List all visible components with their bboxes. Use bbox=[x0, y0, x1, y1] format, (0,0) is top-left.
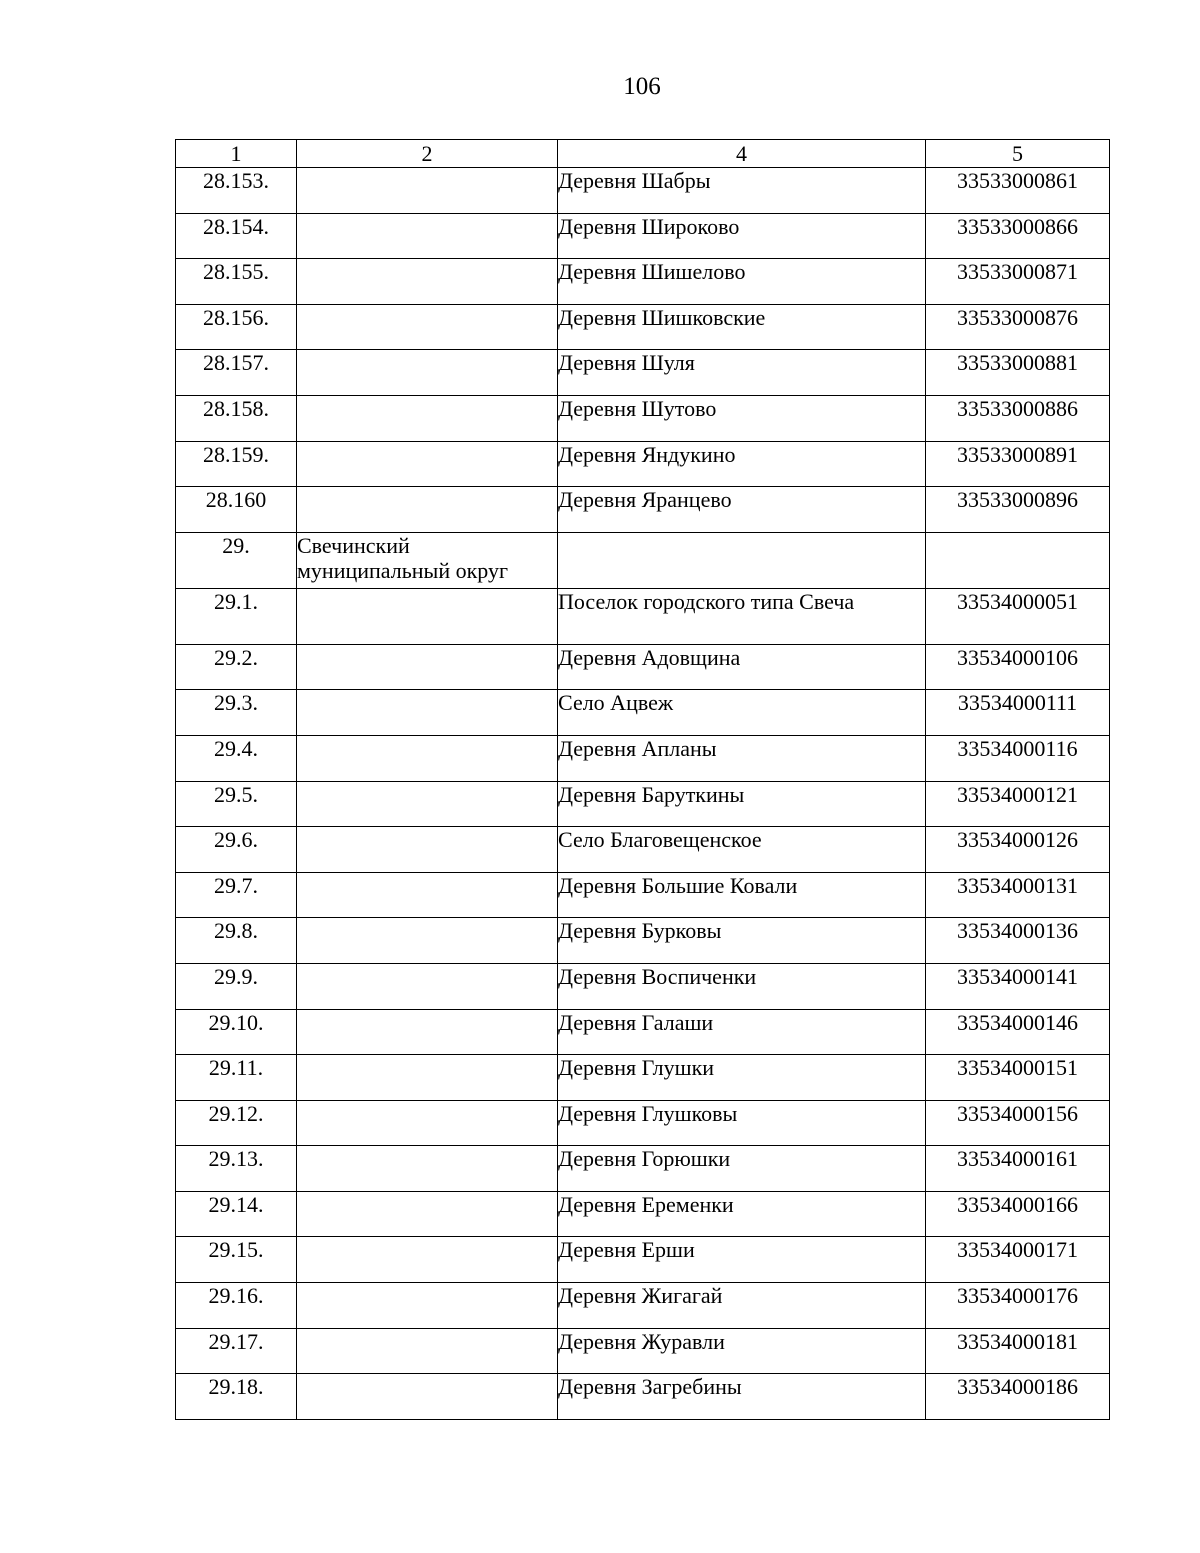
table-row bbox=[176, 1283, 1110, 1329]
row-number-cell: 29.5. bbox=[176, 781, 297, 827]
settlement-name-cell: Деревня Шишелово bbox=[558, 259, 926, 305]
settlement-name-cell: Село Ацвеж bbox=[558, 690, 926, 736]
municipality-cell bbox=[297, 872, 558, 918]
oktmo-code-cell: 33534000176 bbox=[926, 1283, 1110, 1329]
row-number-cell: 29.11. bbox=[176, 1055, 297, 1101]
municipality-cell bbox=[297, 781, 558, 827]
oktmo-code-cell: 33534000116 bbox=[926, 735, 1110, 781]
row-number-cell: 29.8. bbox=[176, 918, 297, 964]
row-number-cell: 29.10. bbox=[176, 1009, 297, 1055]
oktmo-code-cell bbox=[926, 532, 1110, 588]
row-number-cell: 29.6. bbox=[176, 827, 297, 873]
oktmo-code-cell: 33534000111 bbox=[926, 690, 1110, 736]
municipality-cell bbox=[297, 1237, 558, 1283]
municipality-cell bbox=[297, 1328, 558, 1374]
oktmo-code-cell: 33534000156 bbox=[926, 1100, 1110, 1146]
settlement-name-cell: Деревня Галаши bbox=[558, 1009, 926, 1055]
row-number-cell: 29.1. bbox=[176, 588, 297, 644]
table-row bbox=[176, 213, 1110, 259]
settlement-name-cell: Деревня Адовщина bbox=[558, 644, 926, 690]
row-number-cell: 29.15. bbox=[176, 1237, 297, 1283]
municipality-cell bbox=[297, 588, 558, 644]
row-number-cell: 29.7. bbox=[176, 872, 297, 918]
row-number-cell: 28.154. bbox=[176, 213, 297, 259]
oktmo-code-cell: 33533000866 bbox=[926, 213, 1110, 259]
settlement-name-cell: Деревня Широково bbox=[558, 213, 926, 259]
oktmo-code-cell: 33533000876 bbox=[926, 304, 1110, 350]
row-number-cell: 29.9. bbox=[176, 963, 297, 1009]
oktmo-code-cell: 33534000151 bbox=[926, 1055, 1110, 1101]
oktmo-code-cell: 33533000861 bbox=[926, 168, 1110, 214]
settlement-name-cell: Село Благовещенское bbox=[558, 827, 926, 873]
table-row bbox=[176, 918, 1110, 964]
municipality-cell bbox=[297, 918, 558, 964]
row-number-cell: 28.157. bbox=[176, 350, 297, 396]
table-row bbox=[176, 781, 1110, 827]
settlement-name-cell: Деревня Шишковские bbox=[558, 304, 926, 350]
row-number-cell: 29.14. bbox=[176, 1191, 297, 1237]
table-row bbox=[176, 872, 1110, 918]
municipality-cell bbox=[297, 350, 558, 396]
settlement-name-cell: Деревня Шуля bbox=[558, 350, 926, 396]
municipality-cell bbox=[297, 213, 558, 259]
municipality-cell bbox=[297, 1191, 558, 1237]
table-row bbox=[176, 259, 1110, 305]
oktmo-code-cell: 33534000146 bbox=[926, 1009, 1110, 1055]
municipality-cell bbox=[297, 259, 558, 305]
settlement-name-cell: Деревня Апланы bbox=[558, 735, 926, 781]
municipality-cell bbox=[297, 304, 558, 350]
oktmo-code-cell: 33534000161 bbox=[926, 1146, 1110, 1192]
oktmo-code-cell: 33534000166 bbox=[926, 1191, 1110, 1237]
settlement-name-cell: Деревня Большие Ковали bbox=[558, 872, 926, 918]
oktmo-code-cell: 33533000886 bbox=[926, 395, 1110, 441]
row-number-cell: 29.16. bbox=[176, 1283, 297, 1329]
row-number-cell: 29.4. bbox=[176, 735, 297, 781]
settlement-name-cell: Деревня Баруткины bbox=[558, 781, 926, 827]
municipality-cell bbox=[297, 1009, 558, 1055]
oktmo-code-cell: 33534000141 bbox=[926, 963, 1110, 1009]
table-row bbox=[176, 644, 1110, 690]
row-number-cell: 28.156. bbox=[176, 304, 297, 350]
row-number-cell: 29.12. bbox=[176, 1100, 297, 1146]
settlement-name-cell: Деревня Воспиченки bbox=[558, 963, 926, 1009]
table-row bbox=[176, 735, 1110, 781]
row-number-cell: 28.155. bbox=[176, 259, 297, 305]
municipality-cell bbox=[297, 395, 558, 441]
settlement-name-cell: Деревня Ерши bbox=[558, 1237, 926, 1283]
settlement-name-cell: Деревня Журавли bbox=[558, 1328, 926, 1374]
table-row bbox=[176, 350, 1110, 396]
municipality-cell bbox=[297, 1283, 558, 1329]
row-number-cell: 28.159. bbox=[176, 441, 297, 487]
row-number-cell: 28.153. bbox=[176, 168, 297, 214]
settlement-name-cell: Деревня Глушковы bbox=[558, 1100, 926, 1146]
oktmo-code-cell: 33534000186 bbox=[926, 1374, 1110, 1420]
settlement-name-cell: Деревня Шутово bbox=[558, 395, 926, 441]
table-row bbox=[176, 304, 1110, 350]
settlement-name-cell: Деревня Жигагай bbox=[558, 1283, 926, 1329]
oktmo-code-cell: 33534000171 bbox=[926, 1237, 1110, 1283]
municipality-cell bbox=[297, 827, 558, 873]
table-row bbox=[176, 1328, 1110, 1374]
municipality-cell bbox=[297, 644, 558, 690]
settlement-name-cell: Деревня Загребины bbox=[558, 1374, 926, 1420]
settlement-name-cell: Деревня Яндукино bbox=[558, 441, 926, 487]
table-row bbox=[176, 690, 1110, 736]
municipality-cell bbox=[297, 1055, 558, 1101]
municipality-cell bbox=[297, 963, 558, 1009]
settlement-name-cell: Деревня Горюшки bbox=[558, 1146, 926, 1192]
municipality-cell bbox=[297, 690, 558, 736]
settlement-name-cell bbox=[558, 532, 926, 588]
row-number-cell: 29.3. bbox=[176, 690, 297, 736]
column-header-4: 4 bbox=[558, 140, 926, 168]
column-header-2: 2 bbox=[297, 140, 558, 168]
table-row bbox=[176, 1191, 1110, 1237]
oktmo-code-cell: 33534000106 bbox=[926, 644, 1110, 690]
settlement-name-cell: Деревня Глушки bbox=[558, 1055, 926, 1101]
oktmo-code-cell: 33534000126 bbox=[926, 827, 1110, 873]
row-number-cell: 29.18. bbox=[176, 1374, 297, 1420]
oktmo-code-cell: 33534000051 bbox=[926, 588, 1110, 644]
municipality-cell bbox=[297, 1146, 558, 1192]
municipality-cell bbox=[297, 441, 558, 487]
settlement-name-cell: Деревня Бурковы bbox=[558, 918, 926, 964]
oktmo-code-cell: 33533000881 bbox=[926, 350, 1110, 396]
table-row bbox=[176, 1055, 1110, 1101]
oktmo-code-cell: 33533000891 bbox=[926, 441, 1110, 487]
settlement-name-cell: Деревня Еременки bbox=[558, 1191, 926, 1237]
municipality-cell bbox=[297, 735, 558, 781]
table-row bbox=[176, 168, 1110, 214]
municipality-cell: Свечинский муниципальный округ bbox=[297, 532, 558, 588]
row-number-cell: 29.13. bbox=[176, 1146, 297, 1192]
oktmo-code-cell: 33533000896 bbox=[926, 487, 1110, 533]
row-number-cell: 28.160 bbox=[176, 487, 297, 533]
oktmo-code-cell: 33534000131 bbox=[926, 872, 1110, 918]
municipality-cell bbox=[297, 487, 558, 533]
table-row bbox=[176, 1009, 1110, 1055]
oktmo-code-cell: 33534000136 bbox=[926, 918, 1110, 964]
table-row bbox=[176, 963, 1110, 1009]
table-row bbox=[176, 827, 1110, 873]
row-number-cell: 29.17. bbox=[176, 1328, 297, 1374]
table-row bbox=[176, 588, 1110, 644]
municipality-cell bbox=[297, 168, 558, 214]
table-row bbox=[176, 487, 1110, 533]
page-number: 106 bbox=[623, 73, 661, 100]
row-number-cell: 28.158. bbox=[176, 395, 297, 441]
column-header-5: 5 bbox=[926, 140, 1110, 168]
oktmo-code-cell: 33533000871 bbox=[926, 259, 1110, 305]
row-number-cell: 29.2. bbox=[176, 644, 297, 690]
municipality-cell bbox=[297, 1100, 558, 1146]
column-header-1: 1 bbox=[176, 140, 297, 168]
table-row bbox=[176, 1146, 1110, 1192]
table-header-row bbox=[176, 140, 1110, 168]
table-row bbox=[176, 1374, 1110, 1420]
settlements-table bbox=[175, 139, 1110, 1420]
settlement-name-cell: Деревня Шабры bbox=[558, 168, 926, 214]
table-body bbox=[176, 168, 1110, 1420]
municipality-cell bbox=[297, 1374, 558, 1420]
table-row bbox=[176, 1100, 1110, 1146]
oktmo-code-cell: 33534000181 bbox=[926, 1328, 1110, 1374]
row-number-cell: 29. bbox=[176, 532, 297, 588]
oktmo-code-cell: 33534000121 bbox=[926, 781, 1110, 827]
table-row bbox=[176, 1237, 1110, 1283]
table-row bbox=[176, 532, 1110, 588]
table-row bbox=[176, 395, 1110, 441]
settlement-name-cell: Поселок городского типа Свеча bbox=[558, 588, 926, 644]
table-row bbox=[176, 441, 1110, 487]
settlement-name-cell: Деревня Яранцево bbox=[558, 487, 926, 533]
